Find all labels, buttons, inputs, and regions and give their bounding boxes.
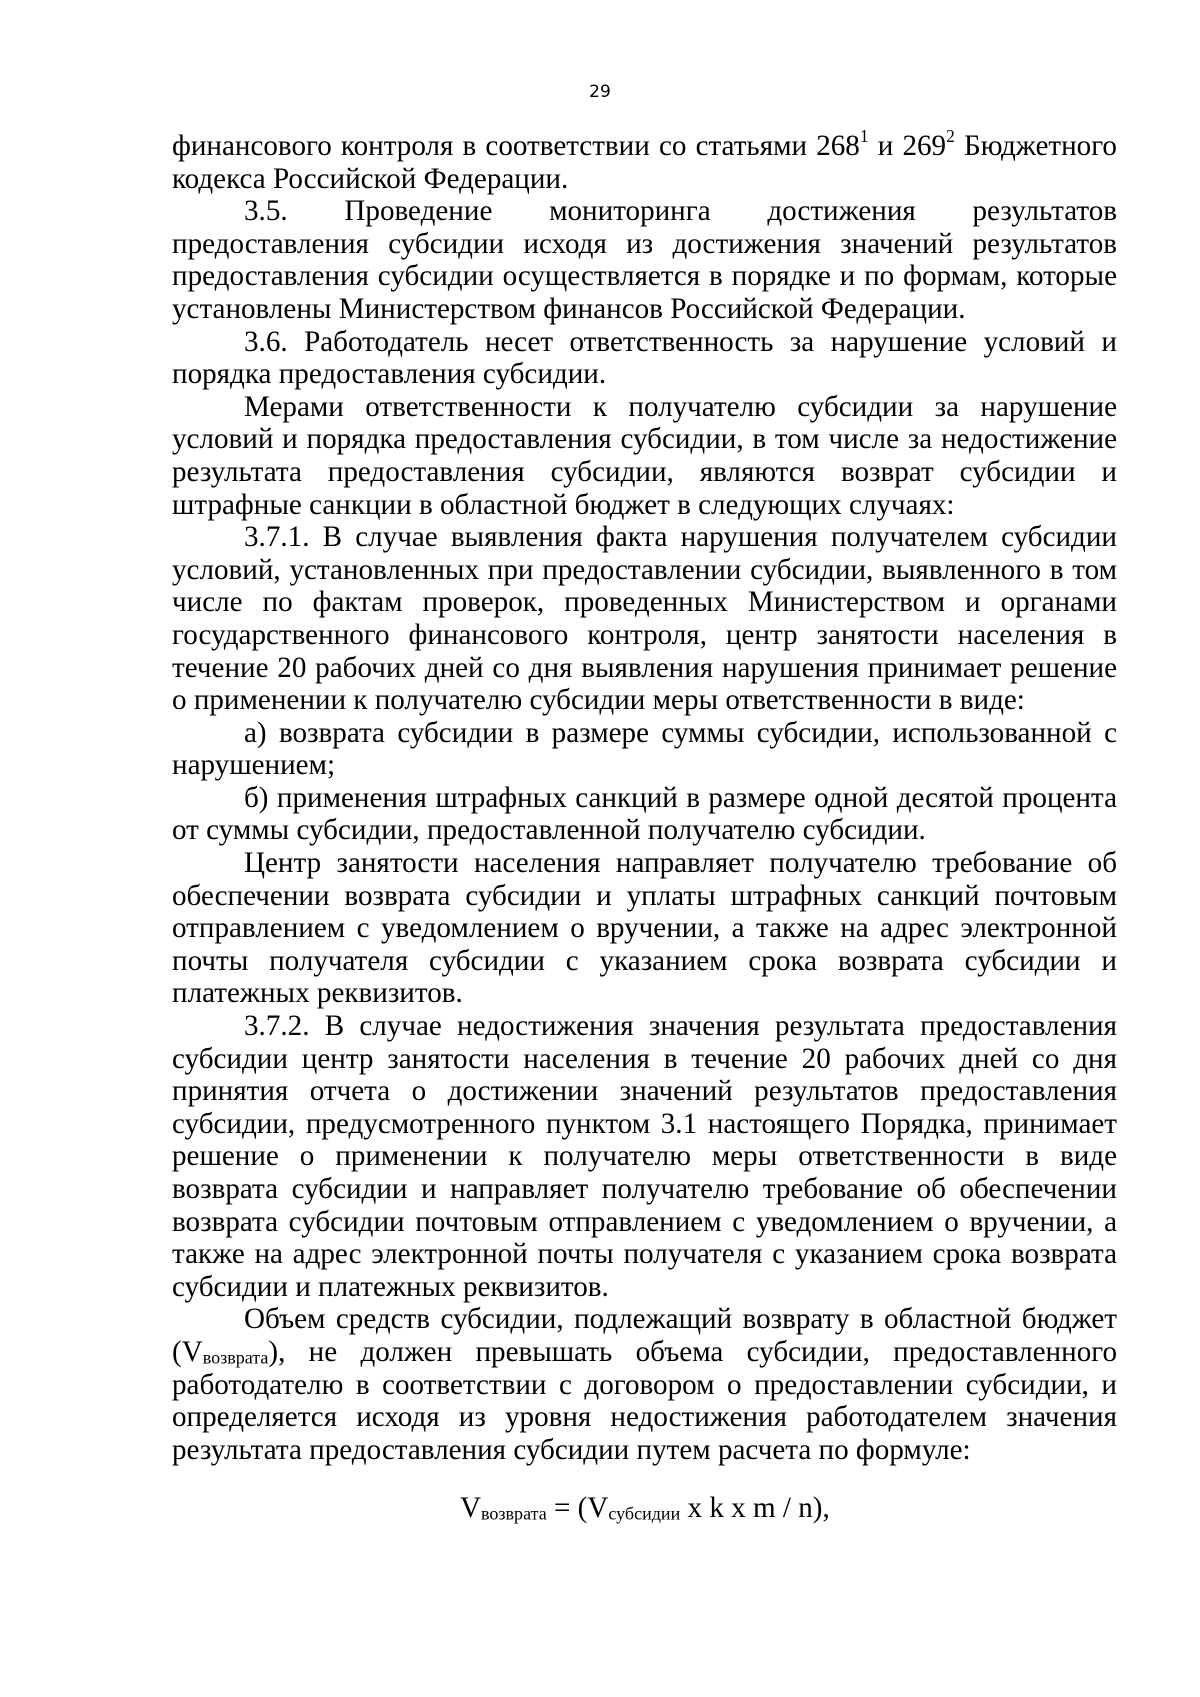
page-number: 29: [589, 82, 611, 102]
paragraph-employment-center-request: Центр занятости населения направляет получателю требование об обеспечении возврата субсидии и уплаты штрафных санкций почтовым отправлением с уведомлением о вручении, а также на адрес электронной почты получателя субсидии с указанием срока возврата субсидии и платежных реквизитов.: [172, 847, 1117, 1010]
document-body: [172, 125, 1117, 1525]
footnote-sup: 2: [946, 125, 955, 146]
paragraph-item-a: а) возврата субсидии в размере суммы субсидии, использованной с нарушением;: [172, 716, 1117, 782]
paragraph-continuation: финансового контроля в соответствии со статьями $268^1$ и $269^2$ Бюджетного кодекса Российской Федерации.: [172, 125, 1117, 195]
paragraph-3-6: 3.6. Работодатель несет ответственность за нарушение условий и порядка предоставления субсидии.: [172, 325, 1117, 391]
paragraph-refund-volume: Объем средств субсидии, подлежащий возврату в областной бюджет $(V_{возврата})$, не должен превышать объема субсидии, предоставленного работодателю в соответствии с договором о предоставлении субсидии, и определяется исходя из уровня недостижения работодателем значения результата предоставления субсидии путем расчета по формуле:: [172, 1303, 1117, 1466]
paragraph-3-7-2: 3.7.2. В случае недостижения значения результата предоставления субсидии центр занятости населения в течение 20 рабочих дней со дня принятия отчета о достижении значений результатов предоставления субсидии, предусмотренного пунктом 3.1 настоящего Порядка, принимает решение о применении к получателю меры ответственности в виде возврата субсидии и направляет получателю требование об обеспечении возврата субсидии почтовым отправлением с уведомлением о вручении, а также на адрес электронной почты получателя с указанием срока возврата субсидии и платежных реквизитов.: [172, 1010, 1117, 1303]
paragraph-3-5: 3.5. Проведение мониторинга достижения результатов предоставления субсидии исходя из достижения значений результатов предоставления субсидии осуществляется в порядке и по формам, которые установлены Министерством финансов Российской Федерации.: [172, 195, 1117, 325]
paragraph-responsibility-measures: Мерами ответственности к получателю субсидии за нарушение условий и порядка предоставления субсидии, в том числе за недостижение результата предоставления субсидии, являются возврат субсидии и штрафные санкции в областной бюджет в следующих случаях:: [172, 390, 1117, 521]
paragraph-item-b: б) применения штрафных санкций в размере одной десятой процента от суммы субсидии, предоставленной получателю субсидии.: [172, 781, 1117, 847]
paragraph-3-7-1: 3.7.1. В случае выявления факта нарушения получателем субсидии условий, установленных при предоставлении субсидии, выявленного в том числе по фактам проверок, проведенных Министерством и органами государственного финансового контроля, центр занятости населения в течение 20 рабочих дней со дня выявления нарушения принимает решение о применении к получателю субсидии меры ответственности в виде:: [172, 521, 1117, 717]
footnote-sup: 1: [859, 125, 869, 146]
refund-formula: $V_{возврата} = (V_{субсидии}$ x k x m / n),: [460, 1492, 830, 1525]
